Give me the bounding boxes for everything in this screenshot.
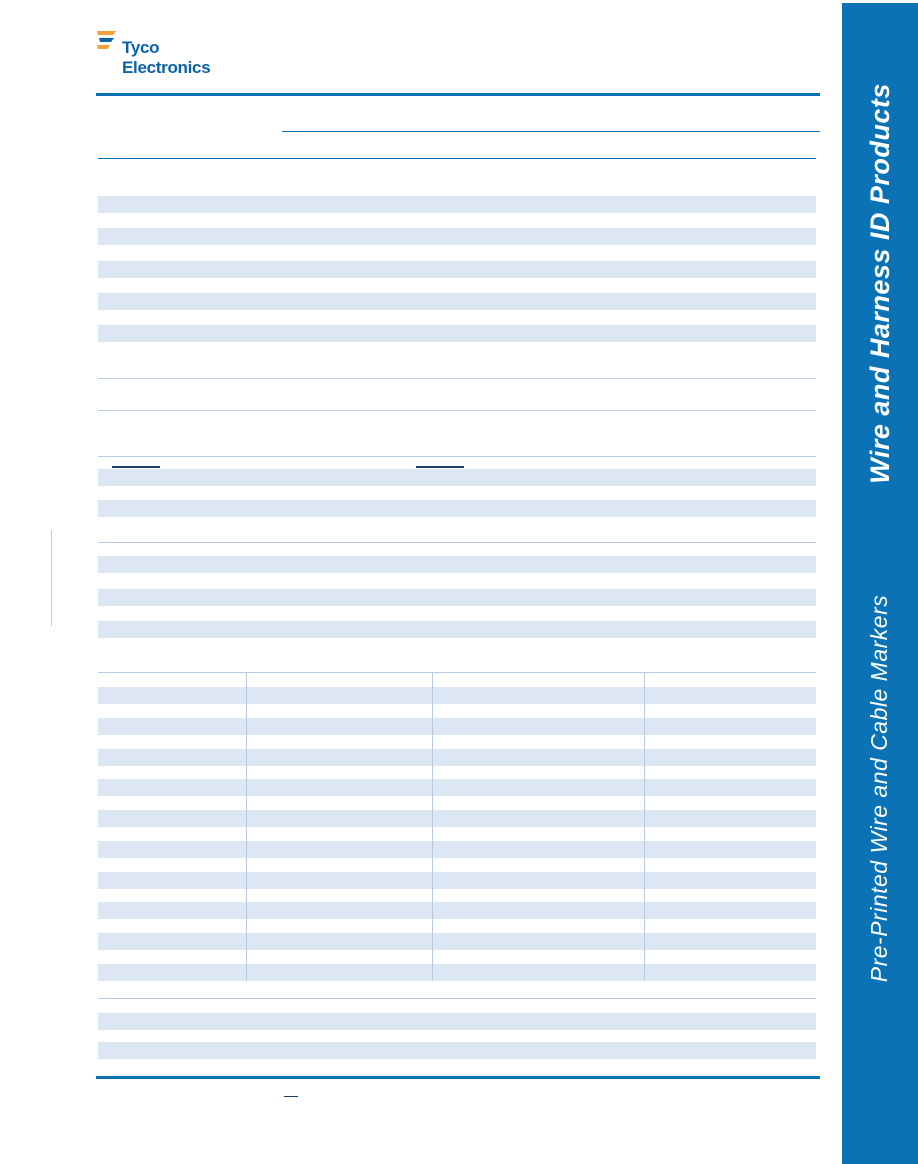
table-row-band (98, 872, 816, 889)
sidebar-title-primary (842, 63, 918, 503)
table-row-band (98, 293, 816, 310)
footer-rule (96, 1076, 820, 1079)
header-subrule (282, 131, 820, 132)
section-divider (98, 378, 816, 379)
table-row-band (98, 964, 816, 981)
section-divider (98, 542, 816, 543)
table-row-band (98, 779, 816, 796)
section-divider (98, 456, 816, 457)
sidebar-title-primary-text: Wire and Harness ID Products (864, 82, 895, 484)
sidebar-title-secondary-text: Pre-Printed Wire and Cable Markers (866, 594, 893, 982)
section-divider (98, 998, 816, 999)
table-row-band (98, 841, 816, 858)
margin-marker (51, 530, 52, 626)
table-row-band (98, 621, 816, 638)
tyco-electronics-logo-icon (96, 28, 120, 52)
table-row-band (98, 749, 816, 766)
brand-logo (96, 28, 236, 84)
table-row-band (98, 718, 816, 735)
footer-mark (284, 1096, 298, 1097)
column-heading-underline (112, 466, 160, 468)
column-divider (246, 673, 247, 981)
table-row-band (98, 687, 816, 704)
table-row-band (98, 1042, 816, 1059)
section-divider (98, 672, 816, 673)
logo-wordmark-line2: Electronics (122, 58, 211, 77)
table-row-band (98, 325, 816, 342)
column-heading-underline (416, 466, 464, 468)
column-divider (644, 673, 645, 981)
table-row-band (98, 810, 816, 827)
table-row-band (98, 902, 816, 919)
table-row-band (98, 556, 816, 573)
column-divider (432, 673, 433, 981)
section-divider (98, 410, 816, 411)
table-row-band (98, 469, 816, 486)
category-sidebar (842, 3, 918, 1164)
sidebar-title-secondary (842, 563, 918, 1013)
table-row-band (98, 228, 816, 245)
table-row-band (98, 261, 816, 278)
table-row-band (98, 1013, 816, 1030)
table-row-band (98, 500, 816, 517)
table-top-rule (98, 158, 816, 159)
table-row-band (98, 196, 816, 213)
table-row-band (98, 933, 816, 950)
table-row-band (98, 589, 816, 606)
header-rule (96, 93, 820, 96)
logo-wordmark-line1: Tyco (122, 38, 160, 57)
